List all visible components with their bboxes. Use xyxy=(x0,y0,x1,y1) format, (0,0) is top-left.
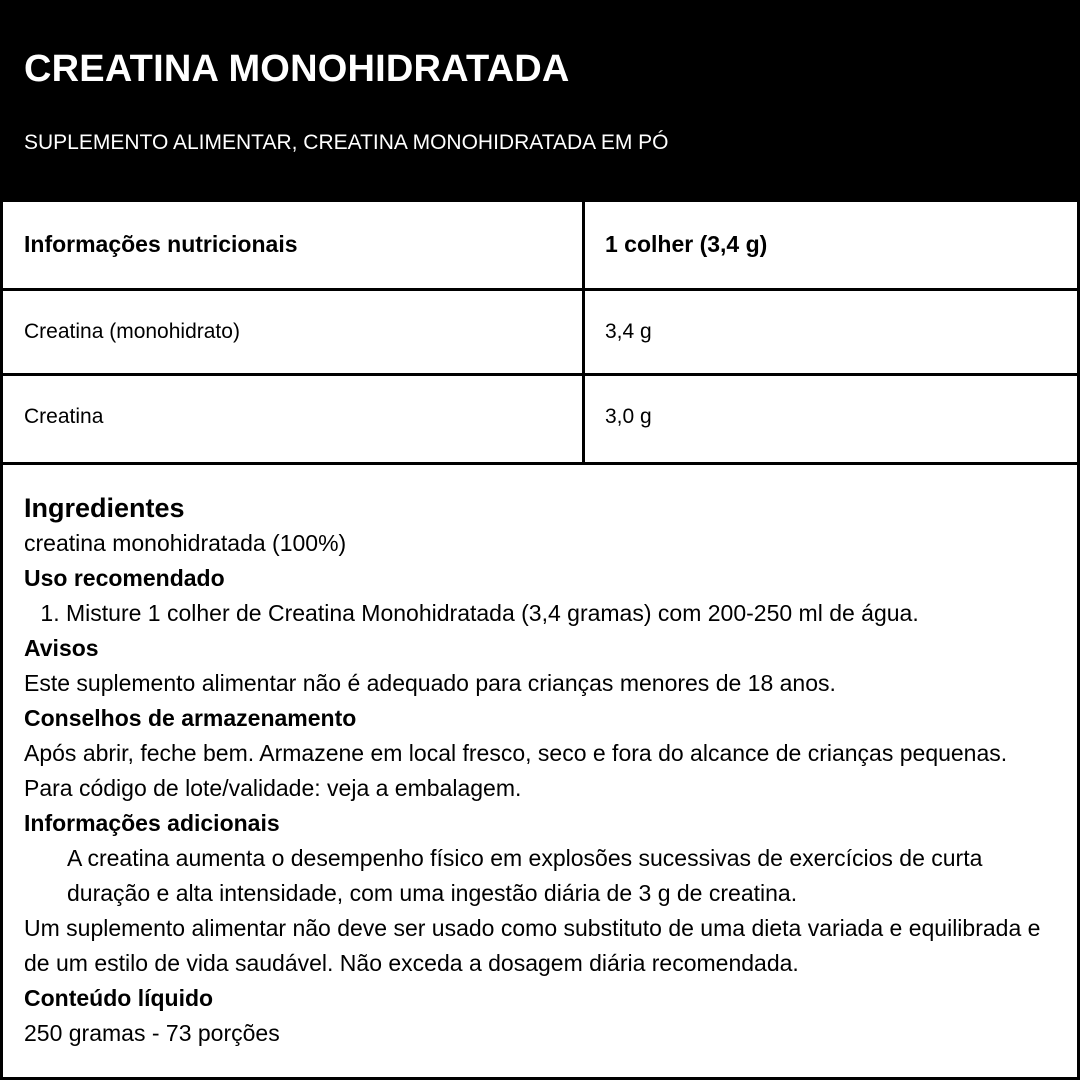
nutrition-row xyxy=(0,291,1080,376)
usage-heading: Uso recomendado xyxy=(24,565,225,591)
nutrition-row-value: 3,0 g xyxy=(605,405,652,428)
product-title: CREATINA MONOHIDRATADA xyxy=(24,48,570,90)
usage-step: 1. Misture 1 colher de Creatina Monohidratada (3,4 gramas) com 200-250 ml de água. xyxy=(66,596,1060,631)
label-details xyxy=(24,490,1060,1051)
product-subtitle: SUPLEMENTO ALIMENTAR, CREATINA MONOHIDRATADA EM PÓ xyxy=(24,131,669,154)
nutrition-row-label: Creatina xyxy=(24,405,104,428)
additional-info-text: Um suplemento alimentar não deve ser usado como substituto de uma dieta variada e equilibrada e de um estilo de vida saudável. Não exceda a dosagem diária recomendada. xyxy=(24,915,1041,976)
nutrition-row-value: 3,4 g xyxy=(605,320,652,343)
nutrition-header-serving: 1 colher (3,4 g) xyxy=(605,231,768,257)
header-banner xyxy=(0,0,1080,202)
additional-info-quote: A creatina aumenta o desempenho físico em explosões sucessivas de exercícios de curta duração e alta intensidade, com uma ingestão diária de 3 g de creatina. xyxy=(67,845,983,906)
net-content-text: 250 gramas - 73 porções xyxy=(24,1020,280,1046)
net-content-heading: Conteúdo líquido xyxy=(24,985,214,1011)
nutrition-row xyxy=(0,376,1080,465)
warnings-text: Este suplemento alimentar não é adequado para crianças menores de 18 anos. xyxy=(24,670,836,696)
nutrition-header-label: Informações nutricionais xyxy=(24,231,298,257)
storage-heading: Conselhos de armazenamento xyxy=(24,705,357,731)
storage-text: Após abrir, feche bem. Armazene em local fresco, seco e fora do alcance de crianças pequenas. Para código de lote/validade: veja a embalagem. xyxy=(24,740,1008,801)
nutrition-row-label: Creatina (monohidrato) xyxy=(24,320,240,343)
usage-steps xyxy=(24,596,1060,631)
ingredients-text: creatina monohidratada (100%) xyxy=(24,530,347,556)
nutrition-header-row xyxy=(0,202,1080,291)
additional-info-heading: Informações adicionais xyxy=(24,810,280,836)
warnings-heading: Avisos xyxy=(24,635,99,661)
ingredients-heading: Ingredientes xyxy=(24,493,185,523)
table-column-divider xyxy=(582,202,585,464)
